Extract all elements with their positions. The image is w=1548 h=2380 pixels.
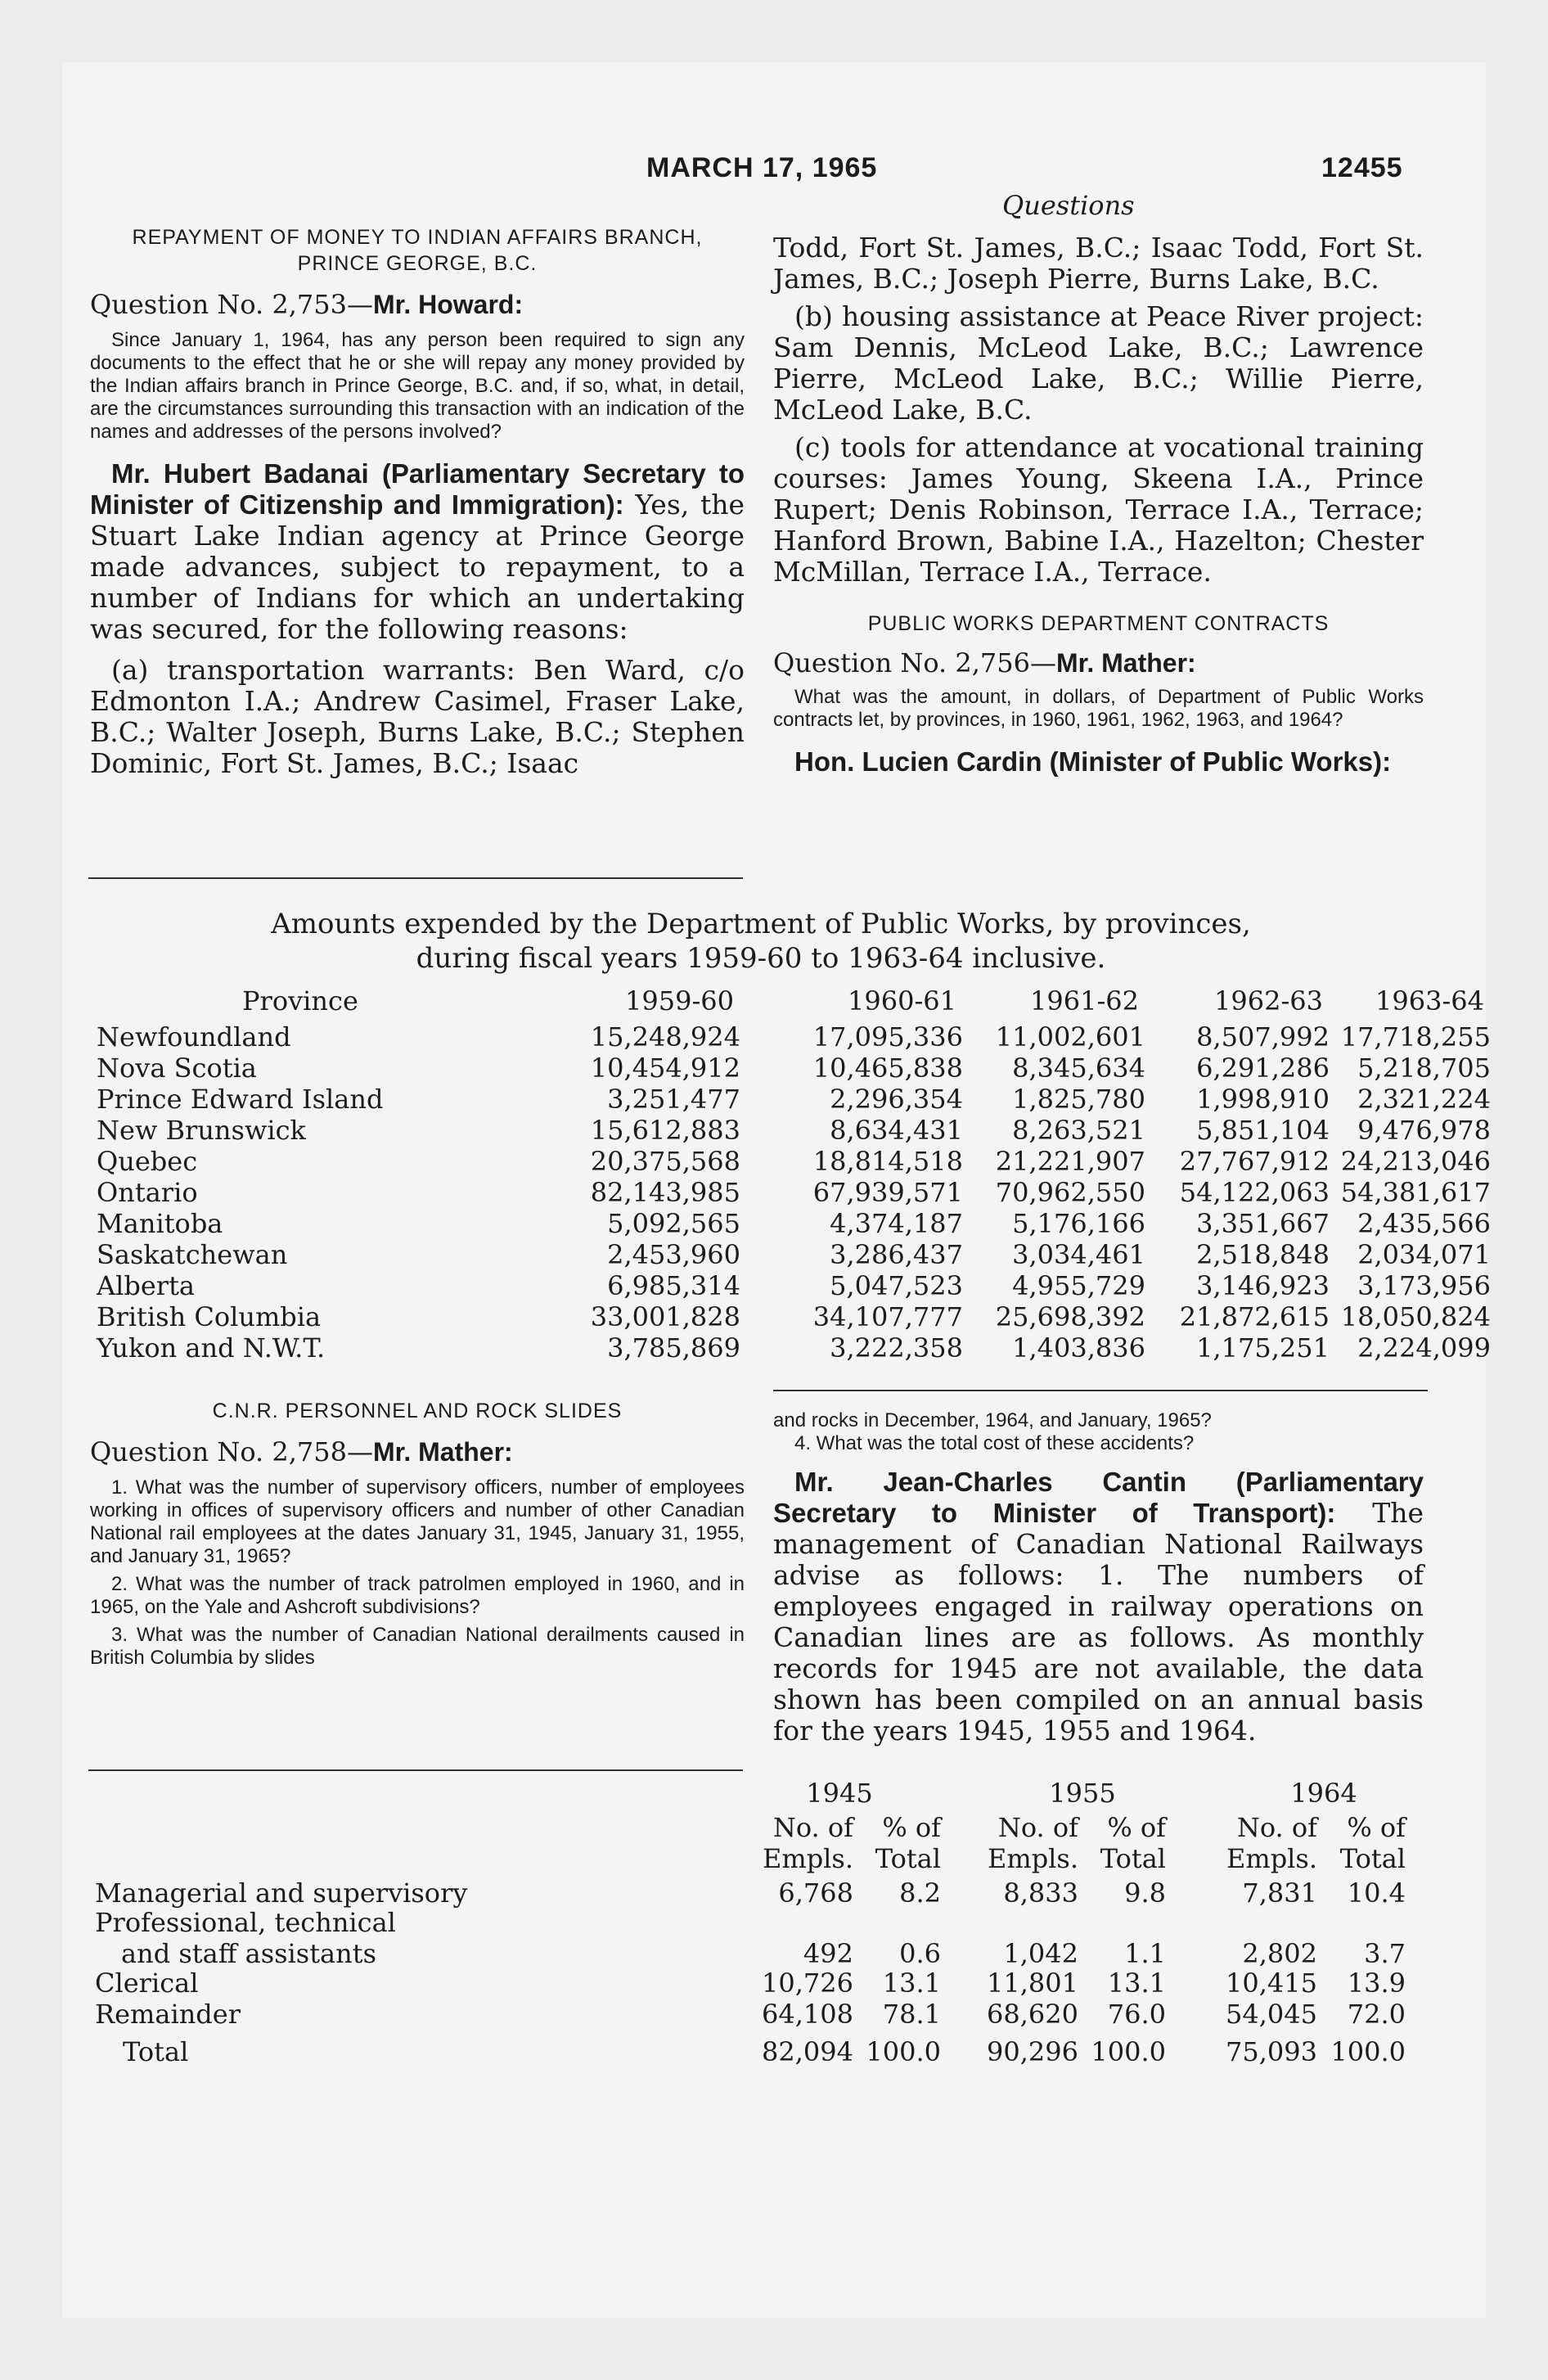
asker-name: Mr. Howard: — [373, 290, 524, 319]
table-cell: 2,321,224 — [1357, 1084, 1491, 1115]
table-cell: 10,465,838 — [812, 1053, 963, 1084]
table-cell: 5,092,565 — [607, 1208, 740, 1239]
table-cell: 8,345,634 — [1012, 1053, 1145, 1084]
column-subheader: Total — [875, 1843, 941, 1874]
column-subheader: No. of — [772, 1812, 853, 1843]
table-cell: 9.8 — [1124, 1877, 1166, 1909]
table-cell: 1,042 — [1003, 1938, 1078, 1969]
table-cell: 3,785,869 — [607, 1332, 740, 1364]
table-cell: 10,454,912 — [590, 1053, 740, 1084]
table-cell: 9,476,978 — [1357, 1115, 1491, 1146]
section-title: Questions — [1002, 190, 1135, 221]
asker-name: Mr. Mather: — [373, 1437, 513, 1467]
table-cell: 100.0 — [1330, 2036, 1406, 2067]
table-cell: 3,173,956 — [1357, 1270, 1491, 1301]
table-row-label: Clerical — [95, 1968, 199, 1999]
table-cell: 5,176,166 — [1012, 1208, 1145, 1239]
table-cell: 64,108 — [762, 1999, 853, 2030]
table-cell: 10.4 — [1347, 1877, 1406, 1909]
table-cell: 4,374,187 — [830, 1208, 963, 1239]
table-cell: 54,045 — [1226, 1999, 1317, 2030]
section-heading-repayment: REPAYMENT OF MONEY TO INDIAN AFFAIRS BRANCH, PRINCE GEORGE, B.C. — [132, 226, 703, 275]
year-header: 1964 — [1290, 1778, 1357, 1809]
table-row-label: Quebec — [97, 1146, 198, 1177]
section-heading-public-works: PUBLIC WORKS DEPARTMENT CONTRACTS — [867, 612, 1330, 635]
table-cell: 100.0 — [1091, 2036, 1166, 2067]
table-cell: 3,146,923 — [1196, 1270, 1330, 1301]
right-column-top — [773, 232, 1424, 778]
answer-speaker — [773, 746, 1424, 778]
table-cell: 17,095,336 — [812, 1021, 963, 1053]
table-row-label: Alberta — [97, 1270, 195, 1301]
column-header: Province — [242, 985, 358, 1016]
answer-paragraph — [90, 458, 745, 645]
table-row-label: Saskatchewan — [97, 1239, 288, 1270]
table-row-label: Newfoundland — [97, 1021, 291, 1053]
table-cell: 3,351,667 — [1196, 1208, 1330, 1239]
table-cell: 8,263,521 — [1012, 1115, 1145, 1146]
section-heading-cnr: C.N.R. PERSONNEL AND ROCK SLIDES — [212, 1400, 623, 1422]
table-cell: 3,222,358 — [830, 1332, 963, 1364]
year-header: 1945 — [806, 1778, 873, 1809]
answer-item-c: (c) tools for attendance at vocational training courses: James Young, Skeena I.A., Prince Rupert; Denis Robinson, Terrace I.A., Terrace; Hanford Brown, Babine I.A., Hazelton; Chester McMillan, Terrace I.A., Terrace. — [773, 431, 1424, 588]
table-cell: 7,831 — [1242, 1877, 1317, 1909]
table-row-label: Yukon and N.W.T. — [97, 1332, 326, 1364]
column-header: 1962-63 — [1214, 985, 1323, 1016]
asker-name: Mr. Mather: — [1056, 648, 1196, 678]
table-cell: 25,698,392 — [995, 1301, 1145, 1332]
answer-item-a: (a) transportation warrants: Ben Ward, c/o Edmonton I.A.; Andrew Casimel, Fraser Lake, B.C.; Walter Joseph, Burns Lake, B.C.; Stephen Dominic, Fort St. James, B.C.; Isaac — [90, 654, 745, 779]
question-continued: and rocks in December, 1964, and January, 1965? — [773, 1409, 1212, 1431]
table-cell: 76.0 — [1107, 1999, 1166, 2030]
table-caption — [90, 907, 1432, 976]
table-cell: 10,415 — [1226, 1968, 1317, 1999]
table-cell: 67,939,571 — [812, 1177, 963, 1208]
table-cell: 17,718,255 — [1340, 1021, 1491, 1053]
table-row-label: Professional, technical — [95, 1907, 396, 1938]
column-subheader: No. of — [997, 1812, 1078, 1843]
table-row-label: Manitoba — [97, 1208, 223, 1239]
table-cell: 78.1 — [882, 1999, 941, 2030]
column-subheader: % of — [1347, 1812, 1406, 1843]
page-number: 12455 — [1321, 152, 1403, 183]
page-date: MARCH 17, 1965 — [646, 152, 878, 183]
question-part-2: 2. What was the number of track patrolmen employed in 1960, and in 1965, on the Yale and Ashcroft subdivisions? — [90, 1573, 745, 1618]
answer-paragraph — [773, 1467, 1424, 1747]
table-cell: 6,291,286 — [1196, 1053, 1330, 1084]
table-cell: 1,998,910 — [1196, 1084, 1330, 1115]
speaker-name: Hon. Lucien Cardin (Minister of Public Works): — [794, 746, 1392, 777]
divider — [88, 1769, 743, 1771]
table-cell: 2,224,099 — [1357, 1332, 1491, 1364]
table-cell: 72.0 — [1347, 1999, 1406, 2030]
table-cell: 13.1 — [1107, 1968, 1166, 1999]
table-cell: 33,001,828 — [590, 1301, 740, 1332]
table-cell: 11,801 — [987, 1968, 1078, 1999]
divider — [773, 1390, 1428, 1391]
table-cell: 54,122,063 — [1179, 1177, 1330, 1208]
right-column-bottom — [773, 1409, 1424, 1747]
table-cell: 1,403,836 — [1012, 1332, 1145, 1364]
table-cell: 5,851,104 — [1196, 1115, 1330, 1146]
table-cell: 10,726 — [762, 1968, 853, 1999]
answer-continued: Todd, Fort St. James, B.C.; Isaac Todd, Fort St. James, B.C.; Joseph Pierre, Burns Lake, B.C. — [773, 232, 1424, 295]
table-cell: 6,985,314 — [607, 1270, 740, 1301]
table-cell: 2,296,354 — [830, 1084, 963, 1115]
table-row-label: Ontario — [97, 1177, 198, 1208]
table-cell: 8,634,431 — [830, 1115, 963, 1146]
column-header: 1961-62 — [1030, 985, 1139, 1016]
question-2758 — [90, 1436, 745, 1468]
table-cell: 15,612,883 — [590, 1115, 740, 1146]
table-cell: 8,833 — [1003, 1877, 1078, 1909]
table-cell: 27,767,912 — [1179, 1146, 1330, 1177]
column-subheader: Total — [1339, 1843, 1406, 1874]
speaker-name: Mr. Hubert Badanai (Parliamentary Secretary to Minister of Citizenship and Immigration): — [90, 458, 745, 520]
table-row-label: Prince Edward Island — [97, 1084, 384, 1115]
answer-text: The management of Canadian National Railways advise as follows: 1. The numbers of employees engaged in railway operations on Canadian lines are as follows. As monthly records for 1945 are not available, the data shown has been compiled on an annual basis for the years 1945, 1955 and 1964. — [773, 1497, 1424, 1747]
table-cell: 1,825,780 — [1012, 1084, 1145, 1115]
table-cell: 8,507,992 — [1196, 1021, 1330, 1053]
table-cell: 3,034,461 — [1012, 1239, 1145, 1270]
table-cell: 1,175,251 — [1196, 1332, 1330, 1364]
table-cell: 15,248,924 — [590, 1021, 740, 1053]
column-header: 1960-61 — [848, 985, 956, 1016]
column-subheader: No. of — [1236, 1812, 1317, 1843]
table-cell: 2,435,566 — [1357, 1208, 1491, 1239]
table-cell: 100.0 — [866, 2036, 941, 2067]
table-cell: 70,962,550 — [995, 1177, 1145, 1208]
table-cell: 82,094 — [762, 2036, 853, 2067]
table-cell: 6,768 — [778, 1877, 853, 1909]
table-cell: 54,381,617 — [1340, 1177, 1491, 1208]
table-cell: 2,034,071 — [1357, 1239, 1491, 1270]
column-subheader: % of — [1107, 1812, 1166, 1843]
table-row-label: Managerial and supervisory — [95, 1877, 468, 1909]
table-caption-line: during fiscal years 1959-60 to 1963-64 inclusive. — [416, 942, 1106, 975]
table-cell: 18,814,518 — [812, 1146, 963, 1177]
question-text: Since January 1, 1964, has any person been required to sign any documents to the effect that he or she will repay any money provided by the Indian affairs branch in Prince George, B.C. and, if so, what, in detail, are the circumstances surrounding this transaction with an indication of the names and addresses of the persons involved? — [90, 329, 745, 443]
table-cell: 24,213,046 — [1340, 1146, 1491, 1177]
table-cell: 4,955,729 — [1012, 1270, 1145, 1301]
table-cell: 3,251,477 — [607, 1084, 740, 1115]
question-2753 — [90, 288, 745, 321]
table-row-label: Total — [123, 2036, 189, 2067]
table-cell: 68,620 — [987, 1999, 1078, 2030]
column-subheader: Empls. — [1226, 1843, 1317, 1874]
table-cell: 21,221,907 — [995, 1146, 1145, 1177]
table-cell: 3,286,437 — [830, 1239, 963, 1270]
column-subheader: Total — [1100, 1843, 1166, 1874]
left-column-bottom — [90, 1398, 745, 1670]
answer-item-b: (b) housing assistance at Peace River project: Sam Dennis, McLeod Lake, B.C.; Lawrence Pierre, McLeod Lake, B.C.; Willie Pierre, McLeod Lake, B.C. — [773, 300, 1424, 426]
table-cell: 13.1 — [882, 1968, 941, 1999]
left-column-top — [90, 224, 745, 779]
question-2756 — [773, 647, 1424, 679]
table-cell: 34,107,777 — [812, 1301, 963, 1332]
table-cell: 82,143,985 — [590, 1177, 740, 1208]
question-number: Question No. 2,758— — [90, 1436, 373, 1467]
table-cell: 492 — [803, 1938, 853, 1969]
table-row-label: British Columbia — [97, 1301, 322, 1332]
table-row-label: Nova Scotia — [97, 1053, 257, 1084]
speaker-name: Mr. Jean-Charles Cantin (Parliamentary Secretary to Minister of Transport): — [773, 1467, 1424, 1528]
table-caption-line: Amounts expended by the Department of Public Works, by provinces, — [271, 908, 1251, 940]
answer-text: Yes, the Stuart Lake Indian agency at Prince George made advances, subject to repayment, to a number of Indians for which an undertaking was secured, for the following reasons: — [90, 489, 745, 645]
table-cell: 8.2 — [899, 1877, 941, 1909]
column-header: 1959-60 — [625, 985, 734, 1016]
year-header: 1955 — [1049, 1778, 1116, 1809]
column-subheader: % of — [882, 1812, 941, 1843]
divider — [88, 877, 743, 879]
question-number: Question No. 2,756— — [773, 647, 1056, 678]
table-cell: 3.7 — [1364, 1938, 1406, 1969]
question-number: Question No. 2,753— — [90, 289, 373, 320]
table-cell: 5,047,523 — [830, 1270, 963, 1301]
table-cell: 2,802 — [1242, 1938, 1317, 1969]
table-row-label: Remainder — [95, 1999, 241, 2030]
question-text: What was the amount, in dollars, of Department of Public Works contracts let, by provinces, in 1960, 1961, 1962, 1963, and 1964? — [773, 686, 1424, 731]
table-cell: 2,453,960 — [607, 1239, 740, 1270]
table-cell: 90,296 — [987, 2036, 1078, 2067]
question-part-3: 3. What was the number of Canadian National derailments caused in British Columbia by slides — [90, 1624, 745, 1669]
table-cell: 13.9 — [1347, 1968, 1406, 1999]
column-subheader: Empls. — [762, 1843, 853, 1874]
table-cell: 5,218,705 — [1357, 1053, 1491, 1084]
question-part-1: 1. What was the number of supervisory officers, number of employees working in offices of supervisory officers and number of other Canadian National rail employees at the dates January 31, 1945, January 31, 1955, and January 31, 1965? — [90, 1476, 745, 1567]
table-cell: 21,872,615 — [1179, 1301, 1330, 1332]
table-cell: 0.6 — [899, 1938, 941, 1969]
table-cell: 20,375,568 — [590, 1146, 740, 1177]
column-header: 1963-64 — [1375, 985, 1484, 1016]
table-cell: 18,050,824 — [1340, 1301, 1491, 1332]
table-row-label: and staff assistants — [121, 1938, 377, 1969]
table-row-label: New Brunswick — [97, 1115, 306, 1146]
table-cell: 1.1 — [1124, 1938, 1166, 1969]
table-cell: 11,002,601 — [995, 1021, 1145, 1053]
table-cell: 75,093 — [1226, 2036, 1317, 2067]
column-subheader: Empls. — [987, 1843, 1078, 1874]
table-cell: 2,518,848 — [1196, 1239, 1330, 1270]
question-part-4: 4. What was the total cost of these accidents? — [794, 1432, 1195, 1454]
